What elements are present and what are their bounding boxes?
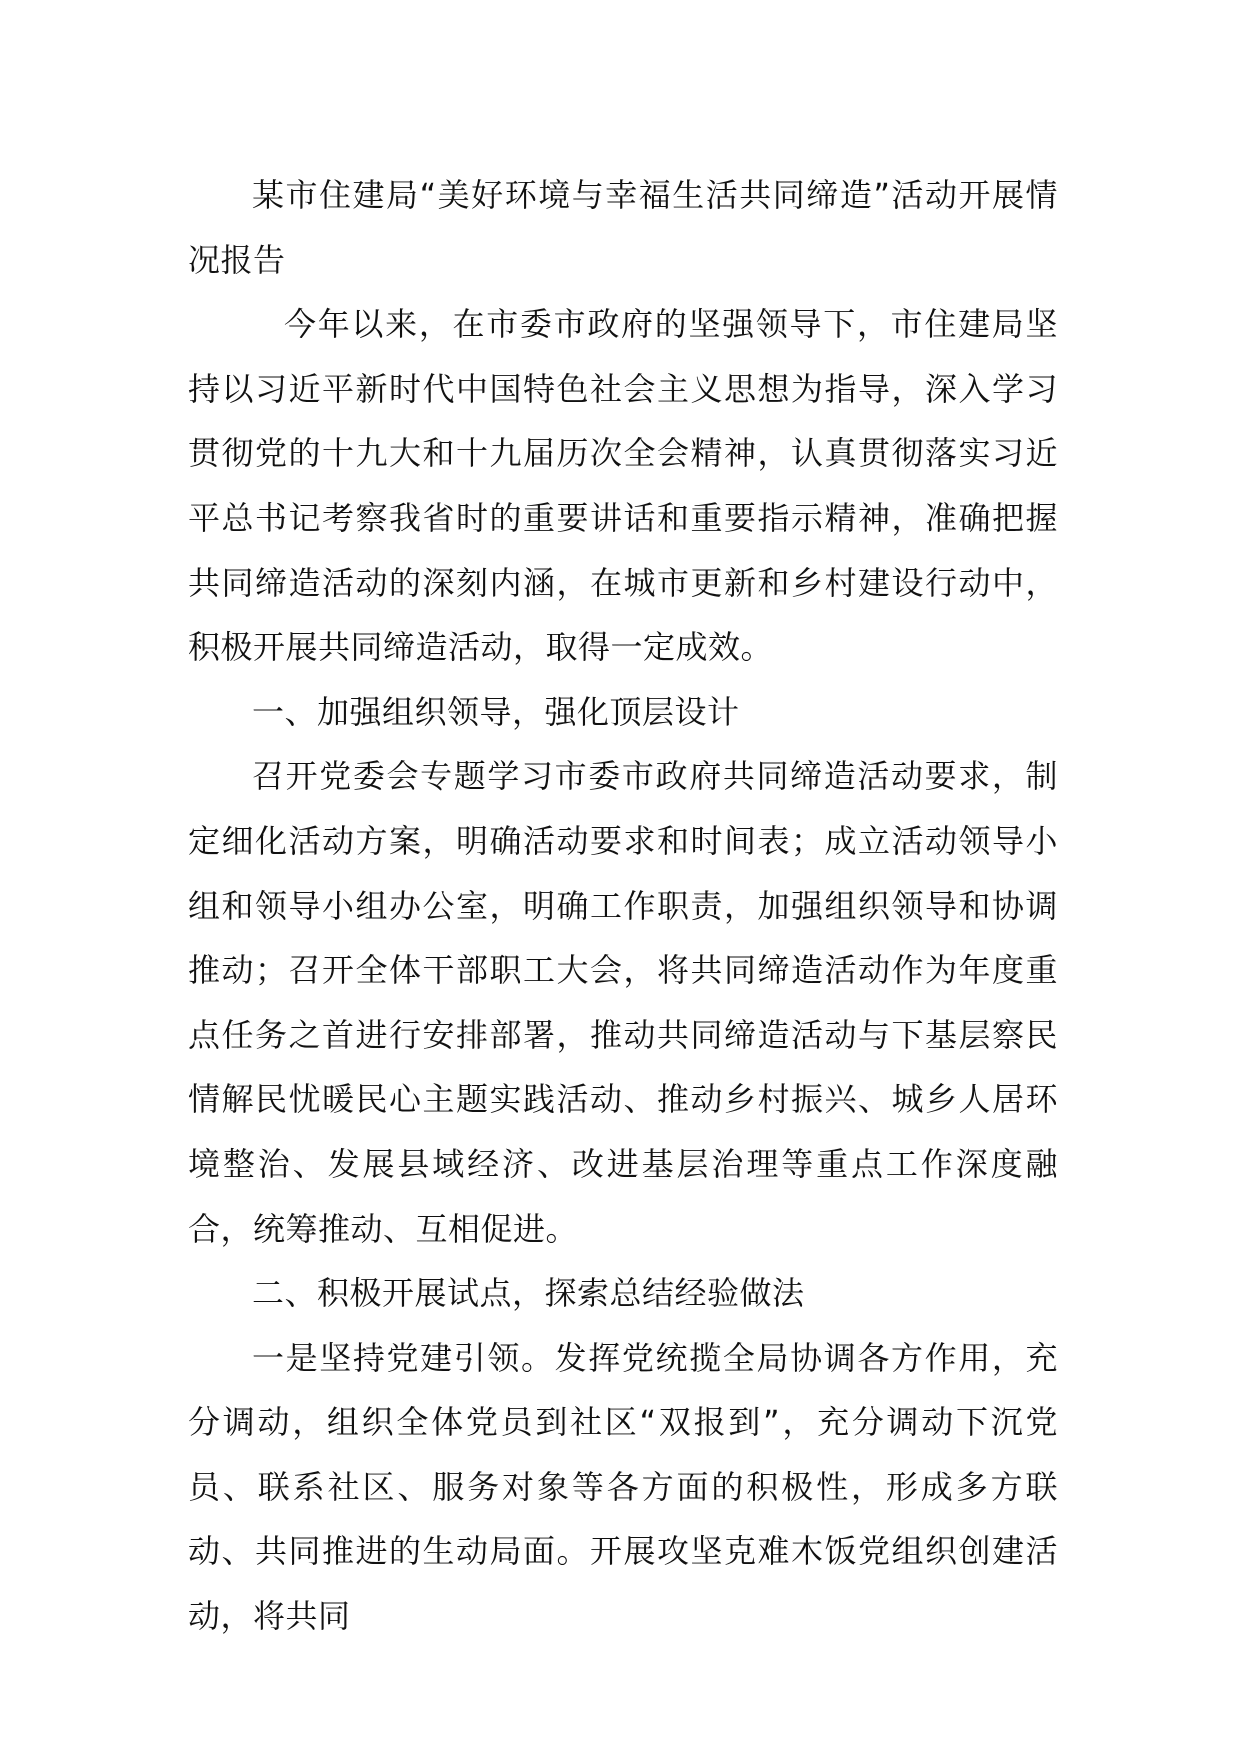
intro-paragraph: 今年以来，在市委市政府的坚强领导下，市住建局坚持以习近平新时代中国特色社会主义思想为指导，深入学习贯彻党的十九大和十九届历次全会精神，认真贯彻落实习近平总书记考察我省时的重要讲话和重要指示精神，准确把握共同缔造活动的深刻内涵，在城市更新和乡村建设行动中，积极开展共同缔造活动，取得一定成效。 bbox=[188, 305, 1058, 667]
section-body-2: 一是坚持党建引领。发挥党统揽全局协调各方作用，充分调动，组织全体党员到社区“双报到”，充分调动下沉党员、联系社区、服务对象等各方面的积极性，形成多方联动、共同推进的生动局面。开展攻坚克难木饭党组织创建活动，将共同 bbox=[188, 1338, 1058, 1636]
section-heading-2: 二、积极开展试点，探索总结经验做法 bbox=[252, 1274, 805, 1313]
section-body-1: 召开党委会专题学习市委市政府共同缔造活动要求，制定细化活动方案，明确活动要求和时间表；成立活动领导小组和领导小组办公室，明确工作职责，加强组织领导和协调推动；召开全体干部职工大会，将共同缔造活动作为年度重点任务之首进行安排部署，推动共同缔造活动与下基层察民情解民忧暖民心主题实践活动、推动乡村振兴、城乡人居环境整治、发展县域经济、改进基层治理等重点工作深度融合，统筹推动、互相促进。 bbox=[188, 757, 1058, 1248]
document-body bbox=[188, 163, 1058, 1649]
document-title: 某市住建局“美好环境与幸福生活共同缔造”活动开展情况报告 bbox=[188, 176, 1058, 279]
section-heading-1: 一、加强组织领导，强化顶层设计 bbox=[252, 692, 740, 731]
